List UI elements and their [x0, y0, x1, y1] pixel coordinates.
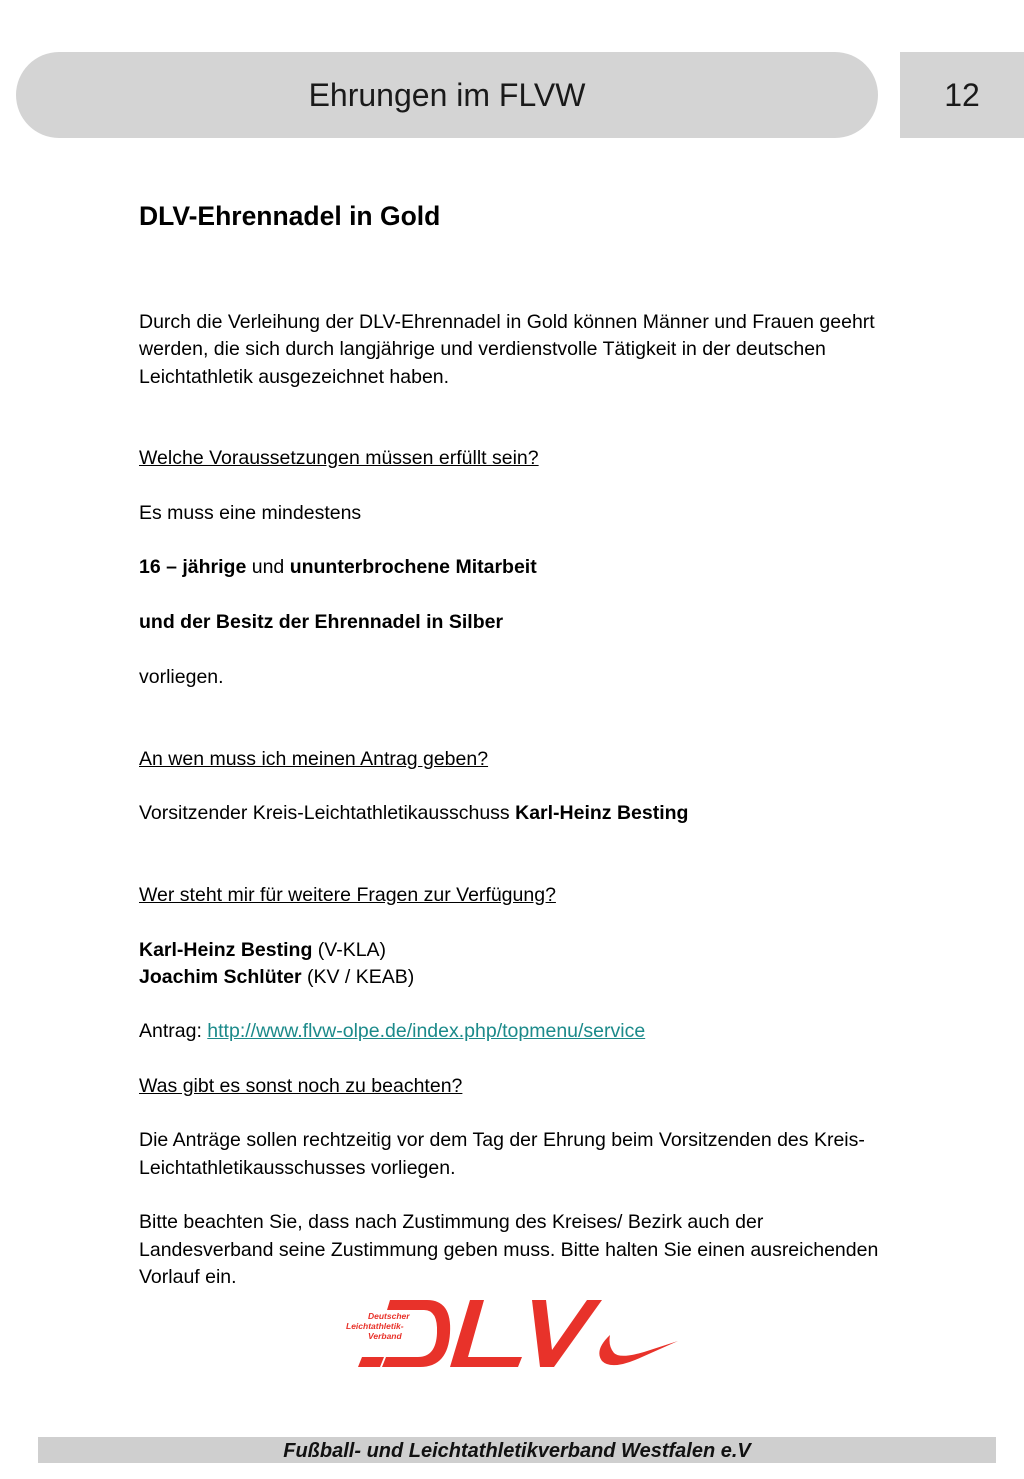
- note-line: Die Anträge sollen rechtzeitig vor dem Tag der Ehrung beim Vorsitzenden des Kreis-: [139, 1129, 865, 1151]
- footer-organization: Fußball- und Leichtathletikverband Westfalen e.V: [283, 1440, 751, 1462]
- contact-role: (KV / KEAB): [301, 966, 415, 988]
- requirement-and: und: [246, 556, 290, 578]
- logo-letter-l: [450, 1300, 522, 1367]
- note-line: Landesverband seine Zustimmung geben muss. Bitte halten Sie einen ausreichenden: [139, 1239, 879, 1261]
- question-contacts: Wer steht mir für weitere Fragen zur Verfügung?: [139, 884, 556, 906]
- note-line: Vorlauf ein.: [139, 1266, 237, 1288]
- logo-stripe: [358, 1357, 384, 1367]
- application-label: Antrag:: [139, 1020, 208, 1042]
- requirement-continuous: ununterbrochene Mitarbeit: [289, 556, 537, 578]
- question-requirements: Welche Voraussetzungen müssen erfüllt sein?: [139, 447, 539, 469]
- requirement-silver: und der Besitz der Ehrennadel in Silber: [139, 611, 504, 633]
- answer-name: Karl-Heinz Besting: [515, 802, 689, 824]
- note-line: Bitte beachten Sie, dass nach Zustimmung des Kreises/ Bezirk auch der: [139, 1211, 764, 1233]
- logo-letter-v: [532, 1300, 602, 1367]
- page-title: Ehrungen im FLVW: [308, 77, 586, 113]
- question-notes: Was gibt es sonst noch zu beachten?: [139, 1075, 463, 1097]
- logo-text-line: Verband: [368, 1331, 402, 1341]
- answer-role: Vorsitzender Kreis-Leichtathletikausschuss: [139, 802, 516, 824]
- logo-text-line: Deutscher: [368, 1311, 410, 1321]
- answer-submission: [139, 802, 688, 825]
- logo-text-line: Leichtathletik-: [346, 1321, 404, 1331]
- contact-name: Karl-Heinz Besting: [139, 939, 313, 961]
- contact-role: (V-KLA): [312, 939, 387, 961]
- application-line: [139, 1020, 645, 1043]
- question-submission: An wen muss ich meinen Antrag geben?: [139, 748, 489, 770]
- dlv-logo: [332, 1295, 692, 1375]
- application-link[interactable]: http://www.flvw-olpe.de/index.php/topmenu/service: [207, 1020, 646, 1042]
- requirement-years: 16 – jährige: [139, 556, 247, 578]
- contact-name: Joachim Schlüter: [139, 966, 302, 988]
- requirement-end: vorliegen.: [139, 666, 224, 688]
- contact-row: [139, 966, 414, 989]
- intro-line: Leichtathletik ausgezeichnet haben.: [139, 366, 450, 388]
- requirement-intro: Es muss eine mindestens: [139, 502, 362, 524]
- swoosh-icon: [599, 1335, 678, 1365]
- page-number: 12: [900, 52, 1024, 138]
- contact-row: [139, 939, 386, 962]
- intro-line: Durch die Verleihung der DLV-Ehrennadel in Gold können Männer und Frauen geehrt: [139, 311, 875, 333]
- section-heading: DLV-Ehrennadel in Gold: [139, 201, 441, 231]
- intro-line: werden, die sich durch langjährige und verdienstvolle Tätigkeit in der deutschen: [139, 338, 826, 360]
- note-line: Leichtathletikausschusses vorliegen.: [139, 1157, 456, 1179]
- requirement-duration: [139, 556, 537, 579]
